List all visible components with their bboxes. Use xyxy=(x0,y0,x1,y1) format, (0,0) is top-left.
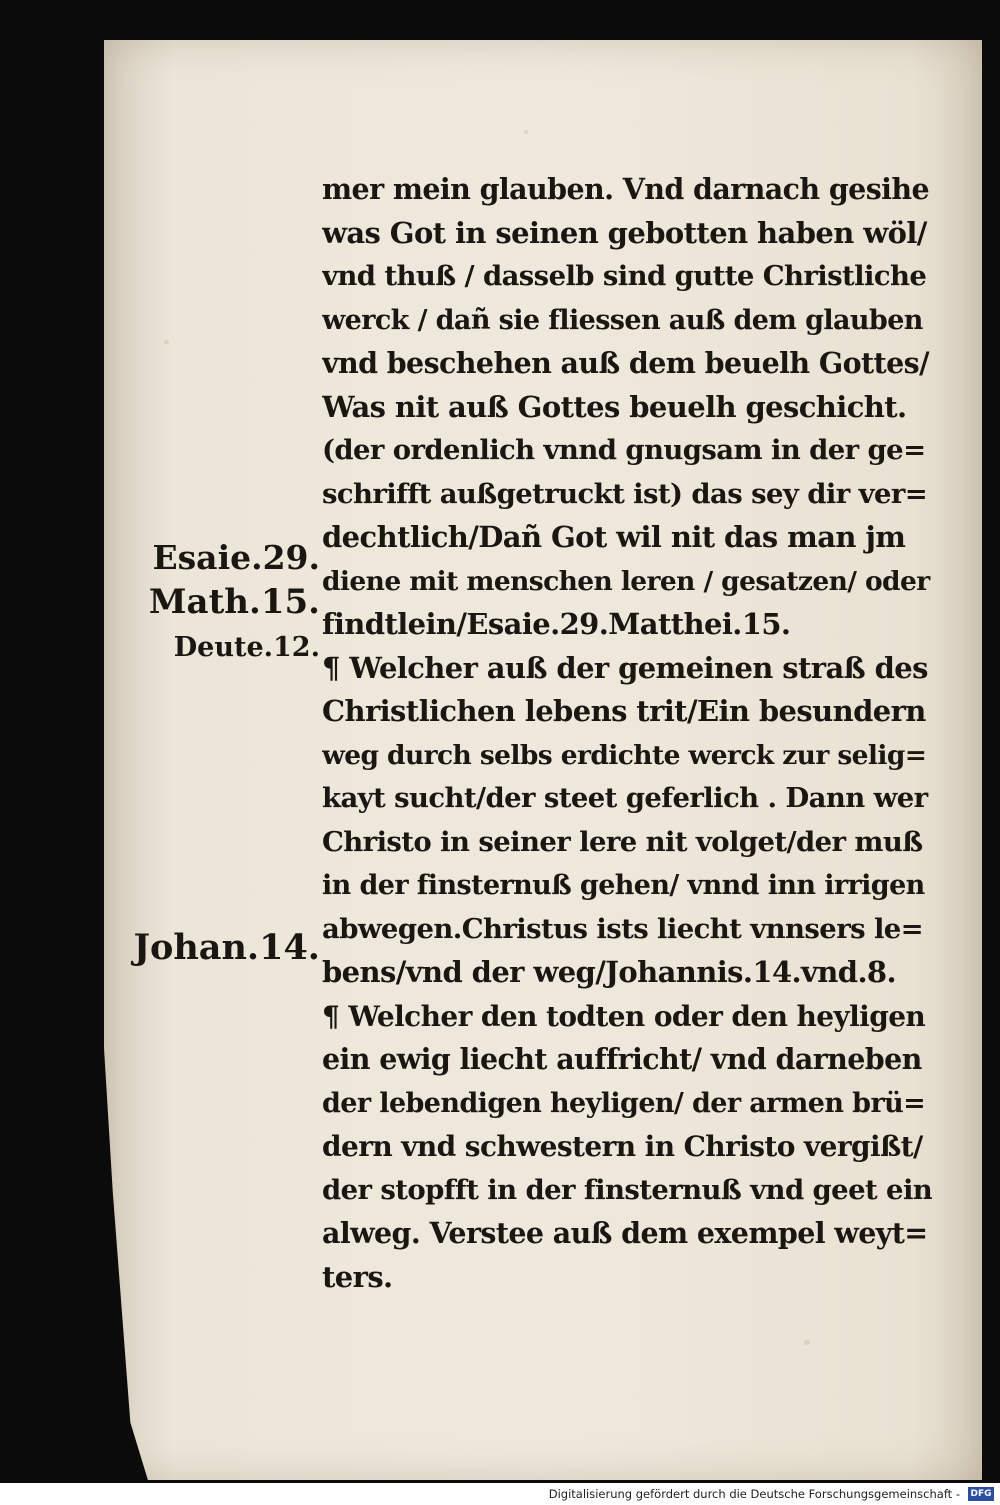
text-line: findtlein/Esaie.29.Matthei.15. xyxy=(322,607,791,641)
text-line: kayt sucht/der steet geferlich . Dann wer xyxy=(322,782,928,814)
text-line: vnd beschehen auß dem beuelh Gottes/ xyxy=(322,346,929,380)
text-line: vnd thuß / dasselb sind gutte Christliche xyxy=(322,260,927,292)
paper-speck xyxy=(164,340,169,344)
text-line: mer mein glauben. Vnd darnach gesihe xyxy=(322,172,930,206)
paper-speck xyxy=(524,130,528,134)
text-line: Christlichen lebens trit/Ein besundern xyxy=(322,694,926,728)
paper-speck xyxy=(804,1340,810,1345)
text-line: (der ordenlich vnnd gnugsam in der ge= xyxy=(322,434,926,466)
text-line: abwegen.Christus ists liecht vnnsers le= xyxy=(322,912,924,945)
margin-note-math: Math.15. xyxy=(148,582,320,622)
text-line: bens/vnd der weg/Johannis.14.vnd.8. xyxy=(322,955,897,989)
text-line: ¶ Welcher auß der gemeinen straß des xyxy=(322,650,928,685)
text-line: Christo in seiner lere nit volget/der muß xyxy=(322,825,923,858)
text-line: der lebendigen heyligen/ der armen brü= xyxy=(322,1087,926,1119)
text-line: schrifft außgetruckt ist) das sey dir ver= xyxy=(322,477,928,510)
text-line: alweg. Verstee auß dem exempel weyt= xyxy=(322,1216,928,1250)
text-line: dern vnd schwestern in Christo vergißt/ xyxy=(322,1130,923,1163)
text-line: werck / dañ sie fliessen auß dem glauben xyxy=(322,304,923,336)
margin-note-deute: Deute.12. xyxy=(173,632,320,663)
footer-credit: Digitalisierung gefördert durch die Deutsche Forschungsgemeinschaft - xyxy=(548,1487,960,1501)
margin-note-johan: Johan.14. xyxy=(133,927,320,968)
text-line: was Got in seinen gebotten haben wöl/ xyxy=(322,215,927,250)
text-line: weg durch selbs erdichte werck zur selig= xyxy=(322,739,927,771)
text-line: ein ewig liecht auffricht/ vnd darneben xyxy=(322,1042,922,1076)
text-line: der stopfft in der finsternuß vnd geet ein xyxy=(322,1173,932,1206)
text-line: Was nit auß Gottes beuelh geschicht. xyxy=(322,389,907,424)
body-text xyxy=(322,168,932,1299)
dfg-logo-icon: DFG xyxy=(968,1487,994,1501)
text-line: ters. xyxy=(322,1259,393,1294)
text-line: in der finsternuß gehen/ vnnd inn irrigen xyxy=(322,870,925,901)
text-line: dechtlich/Dañ Got wil nit das man jm xyxy=(322,520,906,554)
text-line: diene mit menschen leren / gesatzen/ oder xyxy=(322,565,930,597)
footer-bar xyxy=(0,1483,1000,1505)
margin-note-esaie: Esaie.29. xyxy=(152,538,320,577)
text-line: ¶ Welcher den todten oder den heyligen xyxy=(322,999,926,1033)
